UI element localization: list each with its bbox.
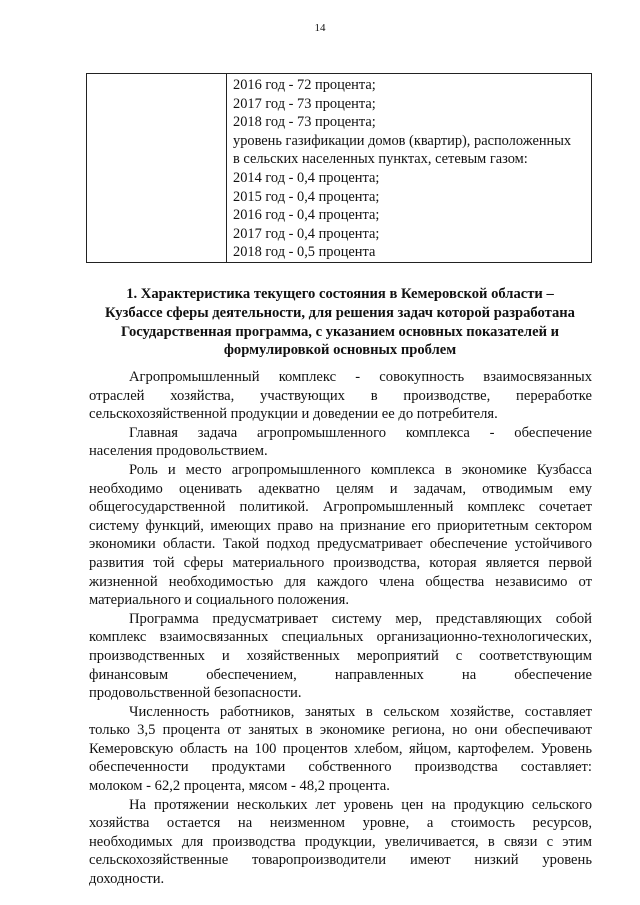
paragraph [89, 796, 592, 889]
table-line: 2018 год - 73 процента; [233, 114, 376, 131]
heading-line: Государственная программа, с указанием основных показателей и [120, 323, 560, 340]
heading-line: формулировкой основных проблем [223, 342, 457, 359]
paragraph-line: населения продовольствием. [89, 443, 268, 460]
paragraph [89, 424, 592, 461]
paragraph-line: производственных и хозяйственных мероприятий с соответствующим [89, 647, 592, 664]
paragraph-line: сельскохозяйственные товаропроизводители имеют низкий уровень [89, 852, 592, 869]
heading-line: Кузбассе сферы деятельности, для решения задач которой разработана [105, 304, 575, 321]
table-row [87, 74, 592, 263]
indicators-table [86, 73, 592, 263]
paragraph-line: необходимо оценивать адекватно целям и задачам, отводимым ему [89, 480, 592, 497]
paragraph-line: продовольственной безопасности. [89, 685, 302, 702]
page-number: 14 [314, 22, 326, 34]
paragraph-line: хозяйства остается на неизменном уровне, а стоимость ресурсов, [89, 815, 592, 832]
paragraph-line: систему функций, имеющих право на признание его приоритетным сектором [89, 517, 592, 534]
paragraph-line: финансовым обеспечением, направленных на обеспечение [89, 666, 592, 683]
table-line: уровень газификации домов (квартир), расположенных [233, 132, 572, 149]
heading-line: 1. Характеристика текущего состояния в Кемеровской области – [126, 286, 554, 302]
table-line: 2014 год - 0,4 процента; [233, 169, 380, 186]
paragraph-line: доходности. [89, 871, 165, 888]
table-line: 2017 год - 0,4 процента; [233, 225, 380, 242]
table-line: 2015 год - 0,4 процента; [233, 188, 380, 205]
paragraph [89, 610, 592, 703]
paragraph-line: Программа предусматривает систему мер, представляющих собой [129, 610, 592, 627]
paragraph-line: Агропромышленный комплекс - совокупность взаимосвязанных [129, 369, 592, 385]
table-line: 2016 год - 72 процента; [233, 77, 376, 93]
table-line: 2016 год - 0,4 процента; [233, 207, 380, 224]
paragraph-line: комплекс взаимосвязанных специальных организационно-технологических, [89, 629, 592, 646]
table-cell-left [87, 74, 227, 263]
paragraph-line: экономики области. Такой подход предусматривает обеспечение устойчивого [89, 536, 592, 553]
paragraph [89, 461, 592, 610]
paragraph-line: обеспеченности продуктами собственного производства составляет: [89, 759, 592, 776]
paragraph-line: Роль и место агропромышленного комплекса в экономике Кузбасса [129, 461, 592, 478]
paragraph [89, 368, 592, 424]
paragraph-line: жизненной необходимостью для каждого члена общества независимо от [89, 573, 592, 590]
paragraph-line: Численность работников, занятых в сельском хозяйстве, составляет [129, 703, 592, 720]
table-cell-right [227, 74, 592, 263]
paragraph-line: На протяжении нескольких лет уровень цен на продукцию сельского [129, 796, 592, 813]
paragraph-line: Главная задача агропромышленного комплекса - обеспечение [129, 424, 592, 441]
section-heading [88, 285, 592, 360]
body-text [89, 368, 592, 889]
paragraph-line: сельскохозяйственной продукции и доведении ее до потребителя. [89, 406, 498, 423]
table-line: 2017 год - 73 процента; [233, 95, 376, 112]
paragraph-line: общегосударственной политикой. Агропромышленный комплекс сочетает [89, 499, 592, 516]
paragraph-line: отраслей хозяйства, участвующих в производстве, переработке [89, 387, 592, 404]
table-line: 2018 год - 0,5 процента [233, 244, 376, 261]
table-line: в сельских населенных пунктах, сетевым газом: [233, 151, 528, 168]
paragraph-line: только 3,5 процента от занятых в экономике региона, но они обеспечивают [89, 722, 592, 739]
paragraph-line: необходимых для производства продукции, увеличивается, в связи с этим [89, 833, 592, 850]
paragraph-line: молоком - 62,2 процента, мясом - 48,2 процента. [89, 778, 390, 795]
paragraph-line: развития той сферы материального производства, которая является первой [89, 554, 592, 571]
paragraph [89, 703, 592, 796]
paragraph-line: Кемеровскую область на 100 процентов хлебом, яйцом, картофелем. Уровень [89, 740, 592, 757]
paragraph-line: материального и социального положения. [89, 592, 349, 609]
